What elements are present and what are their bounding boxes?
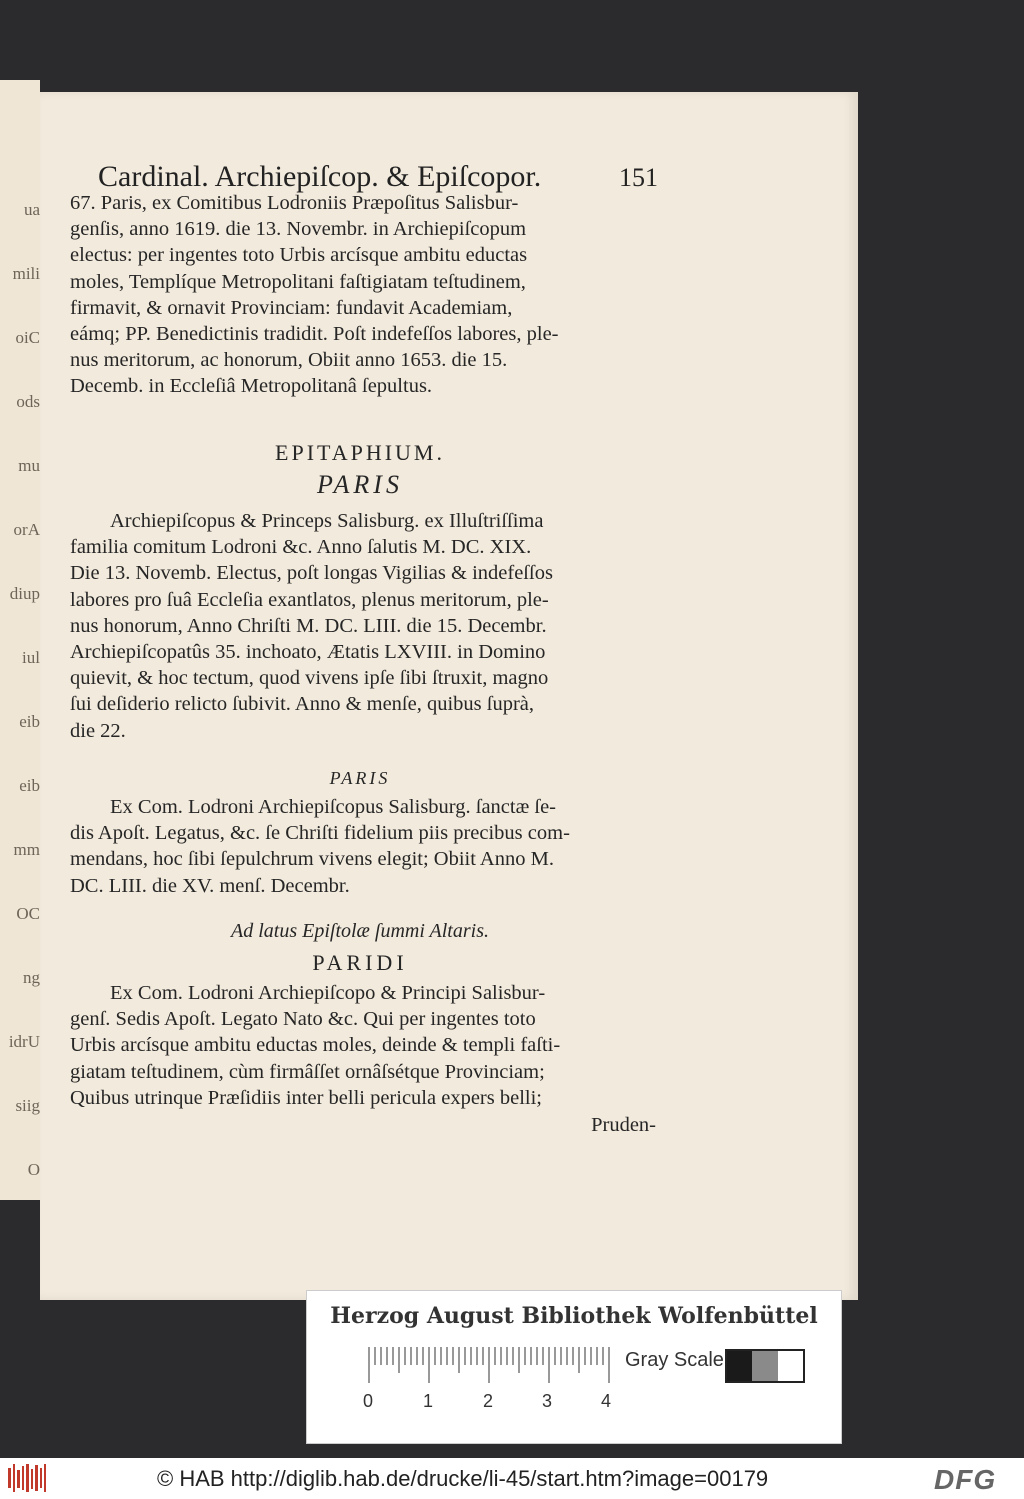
text-line: Quibus utrinque Præſidiis inter belli pericula expers belli;	[70, 1086, 542, 1109]
ruler-label-2: 2	[483, 1391, 494, 1411]
text-line: Archiepiſcopatûs 35. inchoato, Ætatis LXVIII. in Domino	[70, 641, 546, 664]
swatch-black	[727, 1351, 752, 1381]
dfg-logo: DFG	[934, 1464, 997, 1495]
swatch-white	[778, 1351, 803, 1381]
text-line: electus: per ingentes toto Urbis arcísque ambitu eductas	[70, 244, 528, 267]
ghost-text: mili	[12, 264, 40, 283]
text-line: dis Apoſt. Legatus, &c. ſe Chriſti fidelium piis precibus com-	[70, 822, 570, 845]
paris-heading-1: PARIS	[317, 470, 403, 499]
text-line: firmavit, & ornavit Provinciam: fundavit Academiam,	[70, 296, 513, 319]
ghost-text: oiC	[15, 328, 40, 347]
ghost-text: ng	[23, 968, 40, 987]
text-line: genſ. Sedis Apoſt. Legato Nato &c. Qui per ingentes toto	[70, 1008, 536, 1031]
entry-67	[70, 190, 656, 400]
epitaph-2	[70, 794, 656, 899]
adjacent-page-edge	[0, 80, 40, 1200]
ghost-text: diup	[9, 584, 40, 603]
footer-credit: © HAB http://diglib.hab.de/drucke/li-45/start.htm?image=00179	[157, 1466, 769, 1491]
running-title: Cardinal. Archiepiſcop. & Epiſcopor.	[98, 160, 542, 193]
ruler-ticks	[367, 1347, 617, 1383]
gray-scale-label: Gray Scale	[625, 1349, 724, 1371]
swatch-gray	[752, 1351, 777, 1381]
text-line: labores pro ſuâ Eccleſia exantlatos, plenus meritorum, ple-	[70, 588, 549, 611]
text-line: ſui deſiderio relicto ſubivit. Anno & menſe, quibus ſuprà,	[70, 693, 535, 716]
text-line: mendans, hoc ſibi ſepulchrum vivens elegit; Obiit Anno M.	[70, 848, 554, 871]
text-line: Ex Com. Lodroni Archiepiſcopo & Principi Salisbur-	[110, 982, 546, 1004]
text-line: Ex Com. Lodroni Archiepiſcopus Salisburg. ſanctæ ſe-	[110, 796, 557, 818]
institution-name: Herzog August Bibliothek Wolfenbüttel	[330, 1303, 818, 1329]
text-line: DC. LIII. die XV. menſ. Decembr.	[70, 874, 350, 897]
text-line: Urbis arcísque ambitu eductas moles, deinde & templi faſti-	[70, 1034, 561, 1057]
epitaph-1	[70, 508, 656, 744]
epitaph-3	[70, 980, 656, 1111]
ghost-text: ua	[23, 200, 40, 219]
catchword: Pruden-	[591, 1114, 656, 1136]
text-line: nus meritorum, ac honorum, Obiit anno 1653. die 15.	[70, 349, 508, 372]
ruler	[367, 1347, 617, 1383]
ruler-label-4: 4	[601, 1391, 612, 1411]
text-line: Die 13. Novemb. Electus, poſt longas Vigilias & indefeſſos	[70, 562, 553, 585]
page-number: 151	[619, 163, 658, 192]
ghost-text: iul	[22, 648, 40, 667]
ghost-text: siig	[15, 1096, 40, 1115]
text-line: quievit, & hoc tectum, quod vivens ipſe ſibi ſtruxit, magno	[70, 667, 549, 690]
ad-latus-caption: Ad latus Epiſtolæ ſummi Altaris.	[231, 920, 489, 942]
barcode-icon	[8, 1464, 46, 1492]
ghost-text: eib	[19, 712, 40, 731]
text-line: eámq; PP. Benedictinis tradidit. Poſt indefeſſos labores, ple-	[70, 323, 559, 346]
ghost-text: eib	[19, 776, 40, 795]
text-line: familia comitum Lodroni &c. Anno ſalutis M. DC. XIX.	[70, 536, 532, 559]
ghost-text: idrU	[8, 1032, 40, 1051]
text-line: Archiepiſcopus & Princeps Salisburg. ex Illuſtriſſima	[110, 510, 544, 532]
ruler-label-3: 3	[542, 1391, 553, 1411]
text-line: Decemb. in Eccleſiâ Metropolitanâ ſepultus.	[70, 375, 433, 398]
text-line: 67. Paris, ex Comitibus Lodroniis Præpoſitus Salisbur-	[70, 192, 519, 214]
text-line: die 22.	[70, 719, 126, 742]
footer-bar	[0, 1458, 1024, 1499]
paris-heading-2: PARIS	[329, 768, 391, 788]
text-line: giatam teſtudinem, cùm firmâſſet ornâſsétque Provinciam;	[70, 1060, 545, 1083]
text-line: nus honorum, Anno Chriſti M. DC. LIII. die 15. Decembr.	[70, 614, 547, 637]
text-line: moles, Templíque Metropolitani faſtigiatam teſtudinem,	[70, 270, 526, 293]
ghost-text: mu	[18, 456, 40, 475]
ghost-text: ods	[16, 392, 40, 411]
color-scale-card	[306, 1290, 842, 1444]
ghost-text: mm	[13, 840, 40, 859]
ghost-text: orA	[13, 520, 40, 539]
ruler-label-0: 0	[363, 1391, 374, 1411]
gray-scale-swatches	[725, 1349, 805, 1383]
epitaph-heading: EPITAPHIUM.	[275, 440, 445, 465]
running-header	[98, 160, 658, 194]
paridi-heading: PARIDI	[312, 950, 408, 975]
text-line: genſis, anno 1619. die 13. Novembr. in Archiepiſcopum	[70, 218, 527, 241]
ghost-text: O	[27, 1160, 40, 1179]
ghost-text: OC	[16, 904, 40, 923]
ruler-label-1: 1	[423, 1391, 434, 1411]
